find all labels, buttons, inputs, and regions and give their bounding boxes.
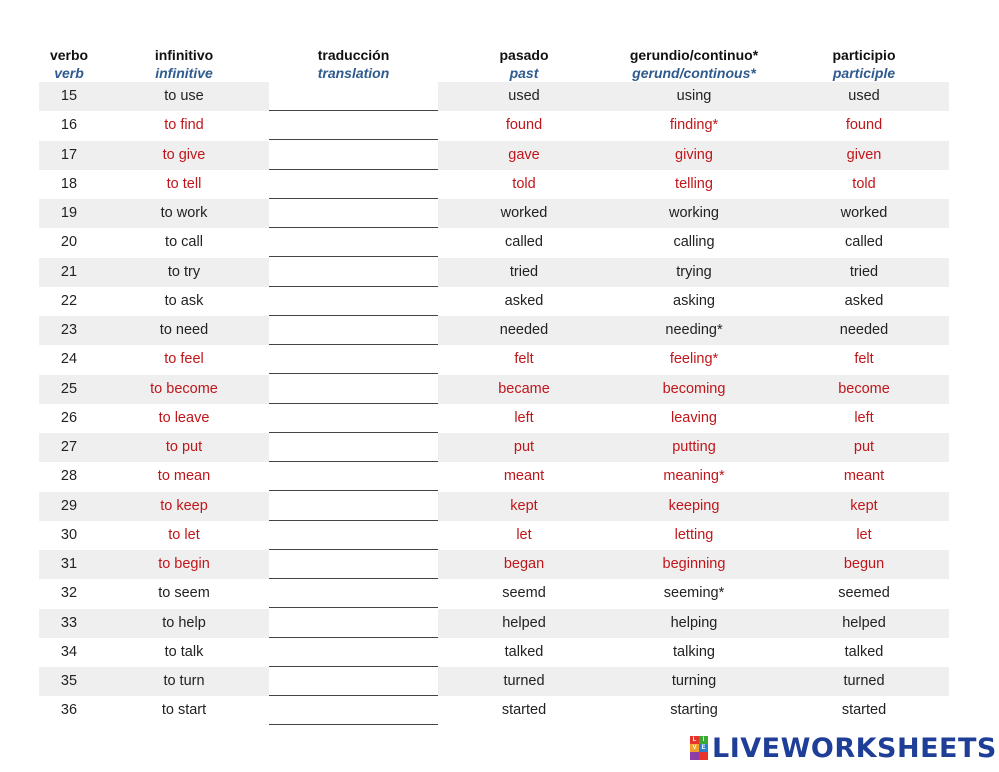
- table-row: [39, 667, 949, 696]
- participle-cell: found: [845, 117, 883, 134]
- translation-input[interactable]: [269, 462, 438, 491]
- table-header: [39, 46, 949, 82]
- past-cell: asked: [504, 292, 544, 309]
- header-translation-en: translation: [317, 65, 390, 81]
- header-translation-es: traducción: [317, 47, 390, 63]
- participle-cell: turned: [843, 673, 885, 689]
- infinitive-cell: to need: [159, 322, 209, 338]
- translation-input[interactable]: [269, 638, 438, 667]
- infinitive-cell: to mean: [157, 468, 211, 485]
- translation-input[interactable]: [269, 287, 438, 316]
- verb-number: 22: [60, 292, 78, 309]
- infinitive-cell: to seem: [158, 585, 210, 602]
- infinitive-cell: to help: [162, 614, 206, 631]
- verb-number: 30: [60, 526, 78, 543]
- participle-cell: meant: [843, 468, 885, 485]
- table-row: [39, 638, 949, 667]
- past-cell: put: [513, 439, 535, 455]
- past-cell: found: [505, 117, 543, 134]
- gerund-cell: turning: [671, 673, 717, 689]
- infinitive-cell: to let: [168, 526, 200, 543]
- past-cell: worked: [500, 205, 548, 221]
- header-participle: [804, 46, 924, 82]
- infinitive-cell: to begin: [158, 556, 210, 572]
- past-cell: became: [498, 380, 550, 397]
- gerund-cell: needing*: [665, 322, 723, 338]
- verb-number: 33: [60, 614, 78, 631]
- header-participle-es: participio: [832, 47, 896, 63]
- liveworksheets-logo-icon: L I V E: [690, 736, 708, 760]
- table-row: [39, 170, 949, 199]
- past-cell: left: [514, 409, 534, 426]
- past-cell: told: [512, 175, 536, 192]
- past-cell: kept: [510, 497, 538, 514]
- liveworksheets-logo[interactable]: [690, 734, 997, 762]
- verb-number: 16: [60, 117, 78, 134]
- header-past-es: pasado: [499, 47, 549, 63]
- translation-input[interactable]: [269, 141, 438, 170]
- participle-cell: asked: [844, 292, 884, 309]
- verb-number: 19: [60, 205, 78, 221]
- gerund-cell: working: [669, 205, 719, 221]
- infinitive-cell: to put: [165, 439, 203, 455]
- gerund-cell: becoming: [662, 380, 726, 397]
- past-cell: used: [508, 88, 540, 104]
- infinitive-cell: to talk: [164, 643, 204, 660]
- participle-cell: begun: [843, 556, 885, 572]
- infinitive-cell: to find: [164, 117, 204, 134]
- participle-cell: kept: [850, 497, 878, 514]
- verb-number: 17: [60, 146, 78, 163]
- participle-cell: tried: [849, 263, 879, 280]
- translation-input[interactable]: [269, 258, 438, 287]
- header-past: [464, 46, 584, 82]
- table-row: [39, 696, 949, 725]
- infinitive-cell: to become: [150, 380, 218, 397]
- participle-cell: called: [845, 234, 883, 251]
- past-cell: meant: [503, 468, 545, 485]
- gerund-cell: keeping: [668, 497, 720, 514]
- verb-number: 31: [60, 556, 78, 572]
- infinitive-cell: to ask: [164, 292, 204, 309]
- table-row: [39, 228, 949, 257]
- translation-input[interactable]: [269, 521, 438, 550]
- gerund-cell: calling: [673, 234, 715, 251]
- infinitive-cell: to leave: [158, 409, 210, 426]
- gerund-cell: feeling*: [669, 351, 719, 368]
- translation-input[interactable]: [269, 316, 438, 345]
- past-cell: let: [516, 526, 532, 543]
- infinitive-cell: to turn: [163, 673, 205, 689]
- past-cell: needed: [499, 322, 549, 338]
- participle-cell: become: [838, 380, 890, 397]
- gerund-cell: starting: [670, 702, 718, 719]
- participle-cell: put: [853, 439, 875, 455]
- participle-cell: told: [852, 175, 876, 192]
- translation-input[interactable]: [269, 375, 438, 404]
- table-row: [39, 258, 949, 287]
- table-row: [39, 345, 949, 374]
- table-row: [39, 199, 949, 228]
- table-row: [39, 609, 949, 638]
- table-row: [39, 287, 949, 316]
- verb-number: 35: [60, 673, 78, 689]
- table-row: [39, 316, 949, 345]
- verb-number: 15: [60, 88, 78, 104]
- translation-input[interactable]: [269, 667, 438, 696]
- translation-input[interactable]: [269, 170, 438, 199]
- gerund-cell: giving: [675, 146, 713, 163]
- past-cell: turned: [503, 673, 545, 689]
- verb-number: 20: [60, 234, 78, 251]
- infinitive-cell: to try: [167, 263, 201, 280]
- header-infinitive-es: infinitivo: [154, 47, 214, 63]
- gerund-cell: talking: [673, 643, 715, 660]
- participle-cell: felt: [854, 351, 874, 368]
- logo-text: LIVEWORKSHEETS: [712, 732, 997, 764]
- infinitive-cell: to give: [162, 146, 206, 163]
- verb-number: 34: [60, 643, 78, 660]
- table-row: [39, 82, 949, 111]
- participle-cell: started: [841, 702, 887, 719]
- translation-input[interactable]: [269, 111, 438, 140]
- translation-input[interactable]: [269, 404, 438, 433]
- table-row: [39, 433, 949, 462]
- translation-input[interactable]: [269, 199, 438, 228]
- table-row: [39, 579, 949, 608]
- participle-cell: let: [856, 526, 872, 543]
- infinitive-cell: to call: [165, 234, 203, 251]
- gerund-cell: trying: [676, 263, 712, 280]
- header-verb-en: verb: [54, 65, 84, 81]
- header-verb-es: verbo: [49, 47, 89, 63]
- header-participle-en: participle: [832, 65, 896, 81]
- past-cell: began: [503, 556, 545, 572]
- table-row: [39, 375, 949, 404]
- header-infinitive: [114, 46, 254, 82]
- participle-cell: seemed: [838, 585, 890, 602]
- table-row: [39, 111, 949, 140]
- gerund-cell: asking: [673, 292, 715, 309]
- translation-input[interactable]: [269, 228, 438, 257]
- infinitive-cell: to start: [161, 702, 207, 719]
- infinitive-cell: to tell: [166, 175, 202, 192]
- translation-input[interactable]: [269, 82, 438, 111]
- past-cell: seemd: [502, 585, 546, 602]
- table-row: [39, 492, 949, 521]
- verb-number: 27: [60, 439, 78, 455]
- verb-rows: [39, 82, 949, 726]
- verb-number: 18: [60, 175, 78, 192]
- gerund-cell: telling: [675, 175, 713, 192]
- gerund-cell: letting: [674, 526, 714, 543]
- gerund-cell: beginning: [662, 556, 726, 572]
- header-translation: [269, 46, 438, 82]
- header-past-en: past: [509, 65, 539, 81]
- table-row: [39, 521, 949, 550]
- participle-cell: needed: [839, 322, 889, 338]
- header-gerund: [614, 46, 774, 82]
- gerund-cell: meaning*: [663, 468, 725, 485]
- verb-number: 36: [60, 702, 78, 719]
- translation-input[interactable]: [269, 579, 438, 608]
- verb-number: 26: [60, 409, 78, 426]
- past-cell: gave: [508, 146, 540, 163]
- past-cell: talked: [504, 643, 544, 660]
- gerund-cell: helping: [670, 614, 718, 631]
- header-gerund-en: gerund/continous*: [632, 65, 756, 81]
- past-cell: helped: [502, 614, 546, 631]
- header-infinitive-en: infinitive: [155, 65, 213, 81]
- gerund-cell: putting: [672, 439, 716, 455]
- translation-input[interactable]: [269, 345, 438, 374]
- table-row: [39, 404, 949, 433]
- table-row: [39, 550, 949, 579]
- verb-number: 32: [60, 585, 78, 602]
- table-row: [39, 141, 949, 170]
- participle-cell: talked: [844, 643, 884, 660]
- verb-number: 21: [60, 263, 78, 280]
- translation-input[interactable]: [269, 696, 438, 725]
- gerund-cell: seeming*: [663, 585, 725, 602]
- infinitive-cell: to use: [164, 88, 204, 104]
- gerund-cell: finding*: [669, 117, 719, 134]
- infinitive-cell: to work: [160, 205, 208, 221]
- header-verb: [39, 46, 99, 82]
- past-cell: tried: [509, 263, 539, 280]
- participle-cell: used: [848, 88, 880, 104]
- translation-input[interactable]: [269, 492, 438, 521]
- gerund-cell: leaving: [671, 409, 717, 426]
- verb-number: 24: [60, 351, 78, 368]
- past-cell: felt: [514, 351, 534, 368]
- gerund-cell: using: [676, 88, 712, 104]
- translation-input[interactable]: [269, 550, 438, 579]
- past-cell: started: [501, 702, 547, 719]
- verb-number: 23: [60, 322, 78, 338]
- participle-cell: left: [854, 409, 874, 426]
- infinitive-cell: to feel: [164, 351, 204, 368]
- translation-input[interactable]: [269, 433, 438, 462]
- header-gerund-es: gerundio/continuo*: [629, 47, 759, 63]
- verb-number: 25: [60, 380, 78, 397]
- infinitive-cell: to keep: [160, 497, 208, 514]
- past-cell: called: [505, 234, 543, 251]
- participle-cell: worked: [840, 205, 888, 221]
- verb-worksheet: [39, 46, 949, 726]
- participle-cell: given: [846, 146, 882, 163]
- verb-number: 29: [60, 497, 78, 514]
- translation-input[interactable]: [269, 609, 438, 638]
- participle-cell: helped: [842, 614, 886, 631]
- table-row: [39, 462, 949, 491]
- verb-number: 28: [60, 468, 78, 485]
